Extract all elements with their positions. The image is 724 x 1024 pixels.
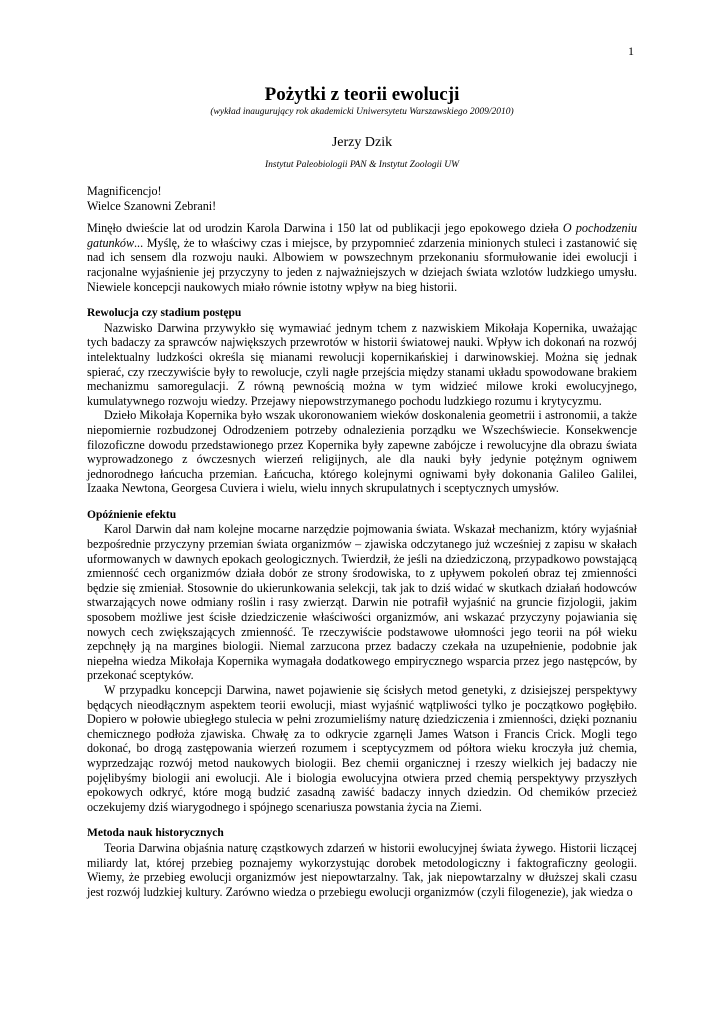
paragraph: Nazwisko Darwina przywykło się wymawiać jednym tchem z nazwiskiem Mikołaja Kopernika, uważając tych badaczy za sprawców największych przewrotów w historii światowej nauki. Wpływ ich dokonań na rozwój intelektualny ludzkości określa się mianami rewolucji kopernikańskiej i darwinowskiej. Można się jednak spierać, czy rzeczywiście były to rewolucje, czyli nagłe przejścia między stanami układu spowodowane brakiem mechanizmu samoregulacji. Z równą pewnością można w tym widzieć milowe kroki ewolucyjnego, kumulatywnego rozwoju wiedzy. Przejawy niepowstrzymanego pochodu ludzkiego rozumu i krytycyzmu. [87, 320, 637, 408]
author-name: Jerzy Dzik [331, 135, 393, 150]
greeting-line-1: Magnificencjo! [87, 184, 162, 198]
author-affiliation: Instytut Paleobiologii PAN & Instytut Zoologii UW [264, 160, 460, 170]
section-heading: Rewolucja czy stadium postępu [87, 307, 242, 320]
section-heading: Metoda nauk historycznych [87, 827, 224, 840]
book-title: O pochodzeniu gatunków [87, 221, 638, 250]
intro-text-1: Minęło dwieście lat od urodzin Karola Darwina i 150 lat od publikacji jego epokowego dzieła [87, 221, 563, 236]
greeting [87, 184, 637, 213]
paragraph: Karol Darwin dał nam kolejne mocarne narzędzie pojmowania świata. Wskazał mechanizm, który wyjaśniał bezpośrednie przyczyny przemian świata organizmów – zjawiska odczytanego już wcześniej z zapisu w skałach uformowanych w dawnych epokach geologicznych. Twierdził, że jeśli na dziedziczoną, przypadkowo powstającą zmienność cech organizmów działa dobór ze strony środowiska, to z upływem pokoleń obraz tej zmienności będzie się zmieniał. Stosownie do ukierunkowania selekcji, tak jak to dziś widać w skutkach działań hodowców stwarzających nowe odmiany roślin i rasy zwierząt. Darwin nie potrafił wyjaśnić na gruncie fizjologii, jakim sposobem możliwe jest ścisłe dziedziczenie właściwości organizmów, ani wskazać przyczyny pojawiania się nowych cech zwiększających zmienność. Te rzeczywiście podstawowe ułomności jego teorii na pół wieku zepchnęły ją na margines biologii. Niemal zarzucona przez badaczy czekała na uzupełnienie, podobnie jak niepełna wiedza Mikołaja Kopernika wymagała dodatkowego empirycznego wsparcia przez jego następców, by przekonać sceptyków. [87, 522, 637, 683]
paragraph: Dzieło Mikołaja Kopernika było wszak ukoronowaniem wieków doskonalenia geometrii i astronomii, a także niepomiernie rozbudzonej Odrodzeniem potrzeby odnalezienia porządku we Wszechświecie. Konsekwencje filozoficzne dowodu przedstawionego przez Kopernika były zapewne zabójcze i rewolucyjne dla obrazu świata wyprowadzonego z ówczesnych wierzeń religijnych, ale dla nauki były jedynie potężnym ogniwem jednorodnego łańcucha przemian. Łańcucha, którego kolejnymi ogniwami były dokonania Galileo Galilei, Izaaka Newtona, Georgesa Cuviera i wielu, wielu innych skrupulatnych i sceptycznych umysłów. [87, 408, 637, 496]
document-subtitle: (wykład inaugurujący rok akademicki Uniwersytetu Warszawskiego 2009/2010) [210, 107, 514, 117]
page-number: 1 [628, 44, 634, 58]
intro-paragraph [87, 221, 637, 294]
greeting-line-2: Wielce Szanowni Zebrani! [87, 198, 217, 213]
document-body [87, 184, 637, 899]
section-method [87, 826, 637, 899]
section-revolution [87, 306, 637, 496]
document-title: Pożytki z teorii ewolucji [264, 84, 460, 105]
intro-text-2: ... Myślę, że to właściwy czas i miejsce, by przypomnieć zdarzenia minionych stuleci i zastanowić się nad ich sensem dla rozwoju nauki. Albowiem w powszechnym przekonaniu sformułowanie idei ewolucji i racjonalne wyjaśnienie jej przyczyny to jeden z najważniejszych w dziejach świata wzlotów ludzkiego umysłu. Niewiele koncepcji naukowych miało równie istotny wpływ na bieg historii. [87, 235, 637, 294]
section-delay [87, 508, 637, 814]
paragraph: W przypadku koncepcji Darwina, nawet pojawienie się ścisłych metod genetyki, z dzisiejszej perspektywy będących nieodłącznym aspektem teorii ewolucji, miast wyjaśnić wątpliwości tylko je początkowo pogłębiło. Dopiero w połowie ubiegłego stulecia w pełni zrozumieliśmy naturę dziedziczenia i zmienności, dzięki poznaniu chemicznego podłoża zjawiska. Chwałę za to odkrycie zgarnęli James Watson i Francis Crick. Mogli tego dokonać, bo drogą zastępowania wierzeń rozumem i sceptycyzmem od półtora wieku kroczyła już chemia, wyprzedzając rozwój metod naukowych biologii. Bez chemii organicznej i rzeszy wielkich jej badaczy nie pojęlibyśmy biologii ani ewolucji. Ale i biologia ewolucyjna otwiera przed chemią perspektywy przyszłych epokowych odkryć, które mogą budzić zasadną zawiść badaczy innych dziedzin. Od chemików przecież oczekujemy dziś wiarygodnego i spójnego scenariusza powstania życia na Ziemi. [87, 683, 637, 814]
paragraph: Teoria Darwina objaśnia naturę cząstkowych zdarzeń w historii ewolucyjnej świata żywego. Historii liczącej miliardy lat, której przebieg poznajemy wykorzystując dorobek metodologiczny i faktograficzny geologii. Wiemy, że przebieg ewolucji organizmów jest niepowtarzalny. Tak, jak niepowtarzalny w dłuższej skali czasu jest rozwój ludzkiej kultury. Zarówno wiedza o przebiegu ewolucji organizmów (czyli filogenezie), jak wiedza o [87, 840, 637, 899]
section-heading: Opóźnienie efektu [87, 508, 177, 521]
